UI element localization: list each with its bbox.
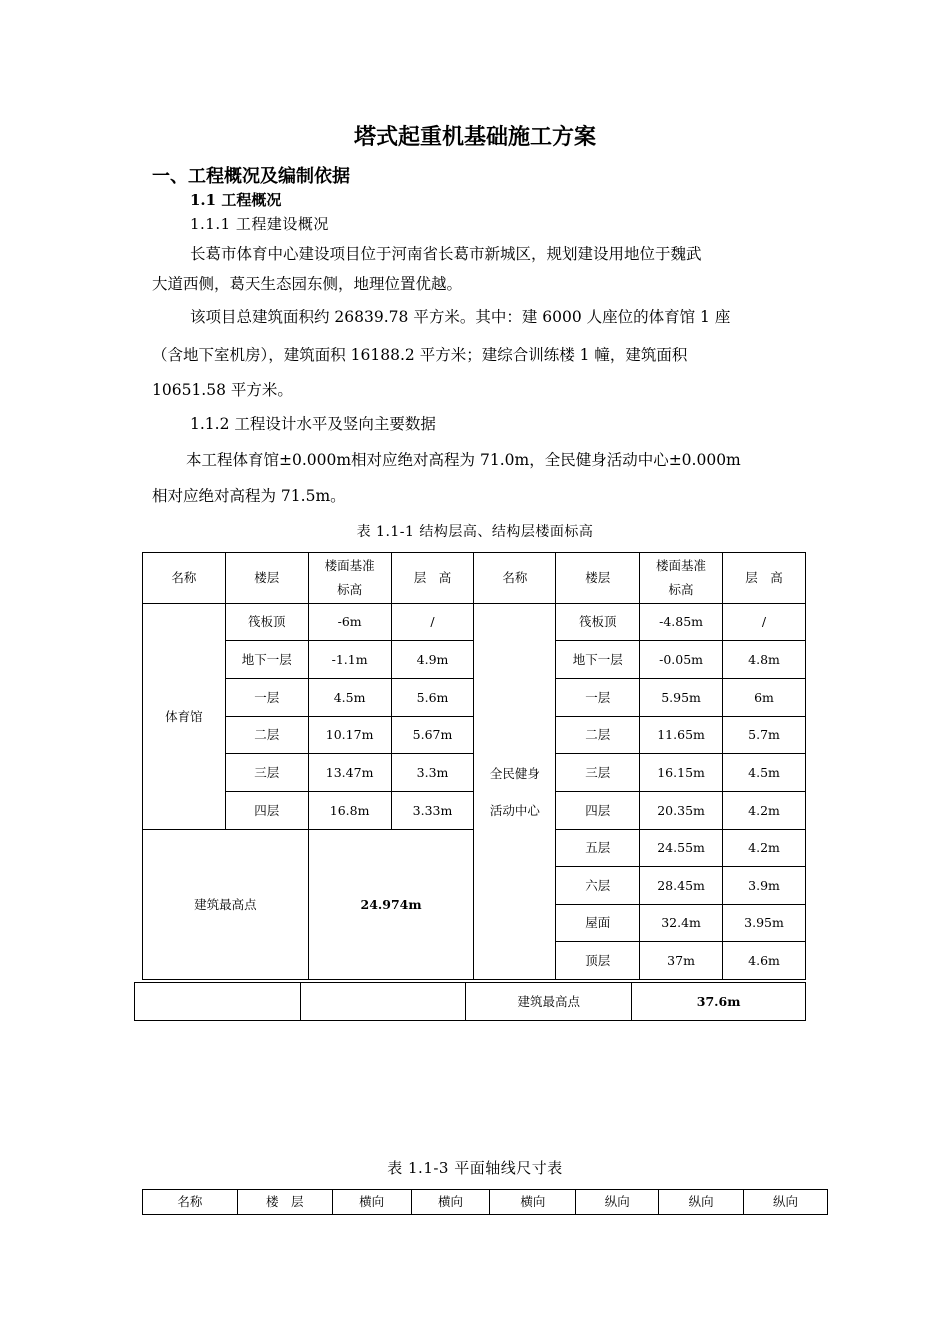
cell: 3.95m (723, 905, 806, 942)
header-floor: 楼层 (225, 553, 308, 604)
cell: 一层 (225, 679, 308, 717)
table-row (143, 604, 806, 641)
cell: 三层 (225, 754, 308, 792)
cell: 37m (640, 942, 723, 980)
section-heading-1-1: 1.1 工程概况 (190, 191, 282, 209)
building-name-gym: 体育馆 (143, 604, 226, 830)
axis-dimension-table (142, 1189, 828, 1215)
cell-empty (300, 983, 466, 1021)
cell: 三层 (556, 754, 640, 792)
cell: 4.5m (308, 679, 391, 717)
header-floor: 楼 层 (237, 1190, 332, 1215)
header-storey-height: 层 高 (391, 553, 474, 604)
cell: -4.85m (640, 604, 723, 641)
cell: 二层 (225, 717, 308, 754)
cell: 11.65m (640, 717, 723, 754)
cell: 4.2m (723, 792, 806, 830)
table-header-row (143, 1190, 828, 1215)
header-vertical: 纵向 (659, 1190, 744, 1215)
cell: 4.6m (723, 942, 806, 980)
cell: 5.95m (640, 679, 723, 717)
cell: -0.05m (640, 641, 723, 679)
cell: / (391, 604, 474, 641)
cell: 16.8m (308, 792, 391, 830)
header-horizontal: 横向 (411, 1190, 490, 1215)
cell: 4.8m (723, 641, 806, 679)
fitness-max-height-label: 建筑最高点 (466, 983, 632, 1021)
cell: 32.4m (640, 905, 723, 942)
structure-max-height-row (134, 982, 806, 1021)
paragraph-3-line-1: 本工程体育馆±0.000m相对应绝对高程为 71.0m，全民健身活动中心±0.000m (186, 451, 741, 469)
document-title: 塔式起重机基础施工方案 (353, 124, 596, 150)
cell: 地下一层 (225, 641, 308, 679)
header-elevation: 楼面基准 标高 (308, 553, 391, 604)
gym-max-height-value: 24.974m (308, 830, 474, 980)
paragraph-2-line-1: 该项目总建筑面积约 26839.78 平方米。其中：建 6000 人座位的体育馆 1 座 (190, 308, 731, 326)
cell: 顶层 (556, 942, 640, 980)
cell: 筏板顶 (556, 604, 640, 641)
header-horizontal: 横向 (490, 1190, 576, 1215)
header-vertical: 纵向 (744, 1190, 828, 1215)
header-horizontal: 横向 (332, 1190, 411, 1215)
gym-max-height-label: 建筑最高点 (143, 830, 309, 980)
cell: 28.45m (640, 867, 723, 905)
section-heading-1: 一、工程概况及编制依据 (152, 166, 350, 187)
paragraph-1-line-1: 长葛市体育中心建设项目位于河南省长葛市新城区，规划建设用地位于魏武 (190, 245, 702, 263)
section-heading-1-1-2: 1.1.2 工程设计水平及竖向主要数据 (190, 415, 436, 433)
header-name: 名称 (474, 553, 556, 604)
header-name: 名称 (143, 1190, 238, 1215)
cell: 四层 (225, 792, 308, 830)
header-name: 名称 (143, 553, 226, 604)
paragraph-1-line-2: 大道西侧，葛天生态园东侧，地理位置优越。 (152, 275, 463, 293)
cell: 10.17m (308, 717, 391, 754)
paragraph-3-line-2: 相对应绝对高程为 71.5m。 (152, 487, 346, 505)
structure-elevation-table (142, 552, 806, 980)
paragraph-2-line-2: （含地下室机房），建筑面积 16188.2 平方米；建综合训练楼 1 幢，建筑面积 (152, 346, 688, 364)
cell: 4.9m (391, 641, 474, 679)
cell: / (723, 604, 806, 641)
cell: 地下一层 (556, 641, 640, 679)
cell: 16.15m (640, 754, 723, 792)
cell: -1.1m (308, 641, 391, 679)
cell: 6m (723, 679, 806, 717)
cell: 5.67m (391, 717, 474, 754)
table-row (135, 983, 806, 1021)
cell: 3.3m (391, 754, 474, 792)
cell: 3.33m (391, 792, 474, 830)
cell: 24.55m (640, 830, 723, 867)
cell: 二层 (556, 717, 640, 754)
section-heading-1-1-1: 1.1.1 工程建设概况 (190, 215, 329, 233)
building-name-fitness-center: 全民健身 活动中心 (474, 604, 556, 980)
fitness-max-height-value: 37.6m (632, 983, 806, 1021)
header-vertical: 纵向 (576, 1190, 659, 1215)
cell: 5.6m (391, 679, 474, 717)
cell: 4.2m (723, 830, 806, 867)
cell-empty (135, 983, 301, 1021)
cell: 一层 (556, 679, 640, 717)
cell: 5.7m (723, 717, 806, 754)
cell: 屋面 (556, 905, 640, 942)
cell: 四层 (556, 792, 640, 830)
header-elevation: 楼面基准 标高 (640, 553, 723, 604)
header-storey-height: 层 高 (723, 553, 806, 604)
table-header-row (143, 553, 806, 604)
cell: 13.47m (308, 754, 391, 792)
cell: 筏板顶 (225, 604, 308, 641)
cell: 20.35m (640, 792, 723, 830)
cell: 五层 (556, 830, 640, 867)
header-floor: 楼层 (556, 553, 640, 604)
paragraph-2-line-3: 10651.58 平方米。 (152, 381, 293, 399)
cell: 3.9m (723, 867, 806, 905)
cell: -6m (308, 604, 391, 641)
table-3-caption: 表 1.1-3 平面轴线尺寸表 (387, 1159, 563, 1177)
cell: 4.5m (723, 754, 806, 792)
table-1-caption: 表 1.1-1 结构层高、结构层楼面标高 (356, 524, 594, 540)
cell: 六层 (556, 867, 640, 905)
